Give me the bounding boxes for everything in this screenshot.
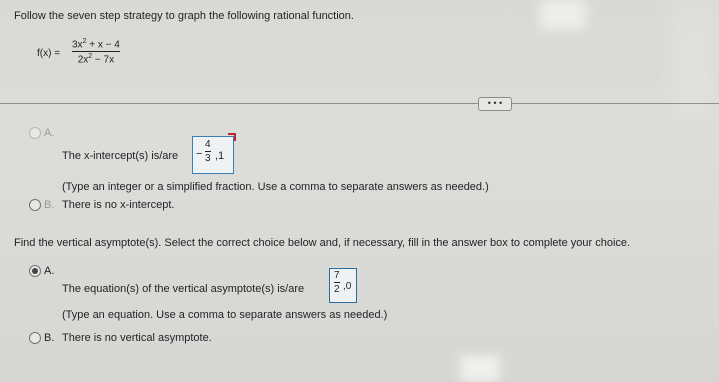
x-intercept-option-b-letter: B. <box>44 199 55 211</box>
answer-flag-icon <box>228 133 236 141</box>
x-intercept-fraction-bar <box>205 151 211 152</box>
x-intercept-rest: ,1 <box>215 150 225 162</box>
numerator-base: 3x <box>72 39 83 51</box>
instruction-text: Follow the seven step strategy to graph the following rational function. <box>14 10 354 22</box>
vertical-prefix: The equation(s) of the vertical asymptote(s) is/are <box>62 283 305 295</box>
x-intercept-sign: − <box>196 148 203 160</box>
x-intercept-answer-box[interactable] <box>192 136 234 174</box>
fraction-bar <box>72 51 120 52</box>
vertical-option-a-radio[interactable] <box>29 265 41 277</box>
denominator-base: 2x <box>77 54 89 66</box>
vertical-option-b-letter: B. <box>44 332 55 344</box>
numerator-exponent: 2 <box>82 38 87 45</box>
numerator-rest: + x − 4 <box>86 39 120 51</box>
vertical-fraction <box>334 270 340 295</box>
vertical-asymptote-question: Find the vertical asymptote(s). Select the correct choice below and, if necessary, fill in the answer box to complete your choice. <box>14 237 631 249</box>
vertical-option-b-radio[interactable] <box>29 332 41 344</box>
x-intercept-denominator: 3 <box>205 153 211 164</box>
more-options-button[interactable]: • • • <box>478 97 512 111</box>
vertical-hint: (Type an equation. Use a comma to separate answers as needed.) <box>62 309 388 321</box>
vertical-option-a-letter: A. <box>44 265 55 277</box>
denominator-exponent: 2 <box>88 53 93 61</box>
function-label: f(x) = <box>37 48 61 59</box>
x-intercept-prefix: The x-intercept(s) is/are <box>62 150 179 162</box>
x-intercept-option-a-radio[interactable] <box>29 127 41 139</box>
vertical-denominator: 2 <box>334 284 340 295</box>
function-fraction <box>72 38 120 66</box>
x-intercept-option-b-radio[interactable] <box>29 199 41 211</box>
vertical-option-b-text: There is no vertical asymptote. <box>62 332 212 344</box>
x-intercept-fraction <box>205 139 211 164</box>
vertical-fraction-bar <box>334 282 340 283</box>
vertical-numerator: 7 <box>334 270 340 281</box>
section-divider <box>0 103 719 104</box>
x-intercept-hint: (Type an integer or a simplified fraction. Use a comma to separate answers as needed.) <box>62 181 489 193</box>
vertical-rest: ,0 <box>343 281 352 292</box>
vertical-answer-box[interactable] <box>329 268 357 303</box>
x-intercept-option-a-letter: A. <box>44 127 55 139</box>
denominator-rest: − 7x <box>92 54 115 66</box>
x-intercept-numerator: 4 <box>205 139 211 150</box>
x-intercept-option-b-text: There is no x-intercept. <box>62 199 175 211</box>
